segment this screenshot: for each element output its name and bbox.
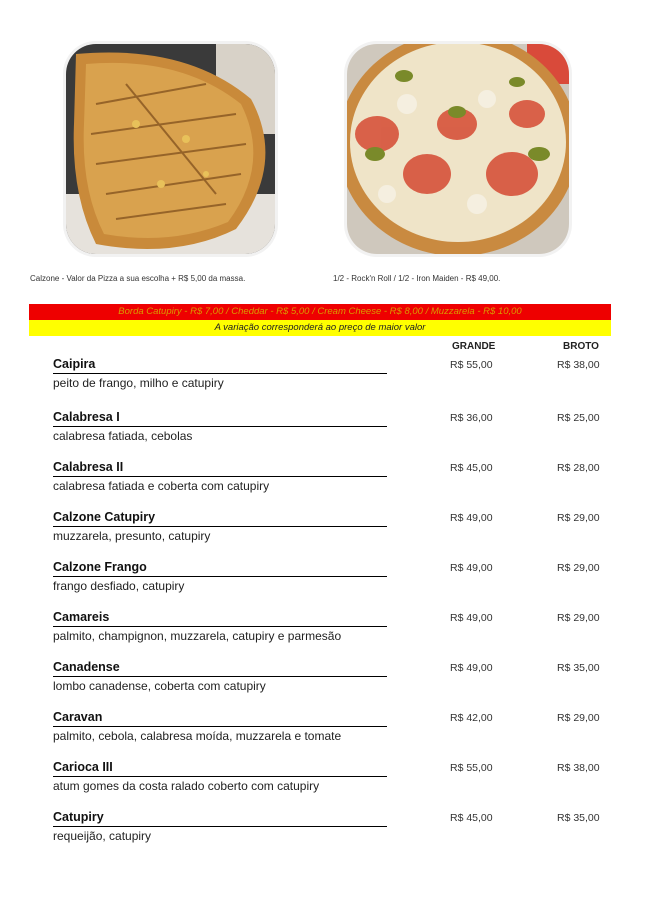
menu-item <box>53 610 613 650</box>
price-broto: R$ 29,00 <box>557 612 600 624</box>
price-broto: R$ 25,00 <box>557 412 600 424</box>
menu-item <box>53 410 613 450</box>
calzone-photo <box>66 44 275 254</box>
menu-item <box>53 710 613 750</box>
column-header-grande: GRANDE <box>452 341 496 352</box>
price-grande: R$ 55,00 <box>450 359 493 371</box>
price-grande: R$ 49,00 <box>450 512 493 524</box>
item-name: Carioca III <box>53 760 387 777</box>
item-description: palmito, champignon, muzzarela, catupiry e parmesão <box>53 629 342 643</box>
item-name: Camareis <box>53 610 387 627</box>
item-name: Calzone Catupiry <box>53 510 387 527</box>
menu-item <box>53 660 613 700</box>
column-header-broto: BROTO <box>563 341 599 352</box>
price-broto: R$ 28,00 <box>557 462 600 474</box>
price-grande: R$ 36,00 <box>450 412 493 424</box>
item-description: lombo canadense, coberta com catupiry <box>53 679 266 693</box>
price-broto: R$ 29,00 <box>557 712 600 724</box>
item-description: atum gomes da costa ralado coberto com catupiry <box>53 779 320 793</box>
item-name: Canadense <box>53 660 387 677</box>
price-grande: R$ 55,00 <box>450 762 493 774</box>
photo-caption-calzone: Calzone - Valor da Pizza a sua escolha + R$ 5,00 da massa. <box>30 274 246 283</box>
price-broto: R$ 38,00 <box>557 359 600 371</box>
variacao-banner: A variação corresponderá ao preço de maior valor <box>29 320 611 336</box>
item-description: muzzarela, presunto, catupiry <box>53 529 211 543</box>
menu-item <box>53 560 613 600</box>
price-broto: R$ 35,00 <box>557 662 600 674</box>
item-description: calabresa fatiada e coberta com catupiry <box>53 479 270 493</box>
item-description: requeijão, catupiry <box>53 829 152 843</box>
menu-item <box>53 760 613 800</box>
price-broto: R$ 35,00 <box>557 812 600 824</box>
item-name: Calabresa II <box>53 460 387 477</box>
item-name: Caipira <box>53 357 387 374</box>
item-name: Caravan <box>53 710 387 727</box>
price-broto: R$ 29,00 <box>557 512 600 524</box>
item-name: Calabresa I <box>53 410 387 427</box>
price-broto: R$ 38,00 <box>557 762 600 774</box>
borda-banner: Borda Catupiry - R$ 7,00 / Cheddar - R$ 5,00 / Cream Cheese - R$ 8,00 / Muzzarela - R$ 10,00 <box>29 304 611 320</box>
item-description: peito de frango, milho e catupiry <box>53 376 224 390</box>
menu-item <box>53 460 613 500</box>
menu-item <box>53 357 613 397</box>
price-grande: R$ 49,00 <box>450 612 493 624</box>
item-description: calabresa fatiada, cebolas <box>53 429 193 443</box>
pizza-photo <box>347 44 569 254</box>
price-broto: R$ 29,00 <box>557 562 600 574</box>
item-description: frango desfiado, catupiry <box>53 579 185 593</box>
photo-caption-pizza: 1/2 - Rock'n Roll / 1/2 - Iron Maiden - R$ 49,00. <box>333 274 501 283</box>
price-grande: R$ 49,00 <box>450 562 493 574</box>
item-name: Calzone Frango <box>53 560 387 577</box>
item-name: Catupiry <box>53 810 387 827</box>
menu-item <box>53 810 613 850</box>
price-grande: R$ 49,00 <box>450 662 493 674</box>
price-grande: R$ 45,00 <box>450 812 493 824</box>
item-description: palmito, cebola, calabresa moída, muzzarela e tomate <box>53 729 342 743</box>
price-grande: R$ 45,00 <box>450 462 493 474</box>
menu-item <box>53 510 613 550</box>
price-grande: R$ 42,00 <box>450 712 493 724</box>
